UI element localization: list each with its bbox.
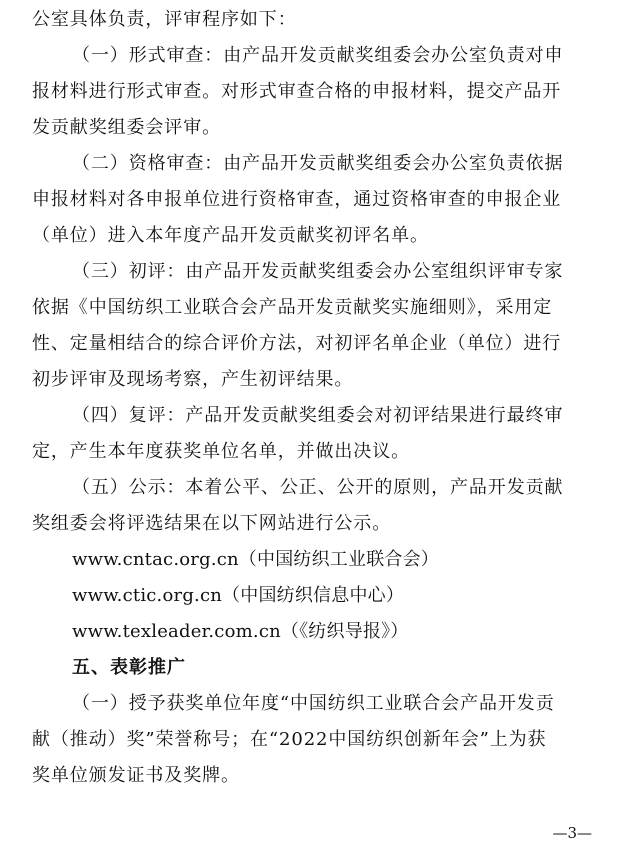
website-line: www.cntac.org.cn（中国纺织工业联合会） — [72, 549, 440, 570]
text-line: （四）复评：产品开发贡献奖组委会对初评结果进行最终审 — [72, 405, 564, 426]
text-line: 奖单位颁发证书及奖牌。 — [32, 765, 240, 786]
text-line: 公室具体负责，评审程序如下： — [32, 9, 297, 30]
section-heading: 五、表彰推广 — [72, 657, 186, 678]
text-line: （单位）进入本年度产品开发贡献奖初评名单。 — [32, 225, 429, 246]
text-line: （二）资格审查：由产品开发贡献奖组委会办公室负责依据 — [72, 153, 564, 174]
text-line: 奖组委会将评选结果在以下网站进行公示。 — [32, 513, 392, 534]
page-number: —3— — [552, 824, 592, 842]
text-line: 性、定量相结合的综合评价方法，对初评名单企业（单位）进行 — [32, 333, 562, 354]
text-line: 依据《中国纺织工业联合会产品开发贡献奖实施细则》，采用定 — [32, 297, 553, 318]
website-line: www.ctic.org.cn（中国纺织信息中心） — [72, 585, 405, 606]
text-line: （三）初评：由产品开发贡献奖组委会办公室组织评审专家 — [72, 261, 564, 282]
text-line: （一）形式审查：由产品开发贡献奖组委会办公室负责对申 — [72, 45, 564, 66]
text-line: 献（推动）奖”荣誉称号；在“2022中国纺织创新年会”上为获 — [32, 729, 547, 750]
text-line: 申报材料对各申报单位进行资格审查，通过资格审查的申报企业 — [32, 189, 562, 210]
text-line: 定，产生本年度获奖单位名单，并做出决议。 — [32, 441, 410, 462]
text-line: 报材料进行形式审查。对形式审查合格的申报材料，提交产品开 — [32, 81, 562, 102]
text-line: （五）公示：本着公平、公正、公开的原则，产品开发贡献 — [72, 477, 564, 498]
text-line: （一）授予获奖单位年度“中国纺织工业联合会产品开发贡 — [72, 693, 555, 714]
text-line: 发贡献奖组委会评审。 — [32, 117, 221, 138]
text-line: 初步评审及现场考察，产生初评结果。 — [32, 369, 354, 390]
website-line: www.texleader.com.cn（《纺织导报》） — [72, 621, 409, 642]
